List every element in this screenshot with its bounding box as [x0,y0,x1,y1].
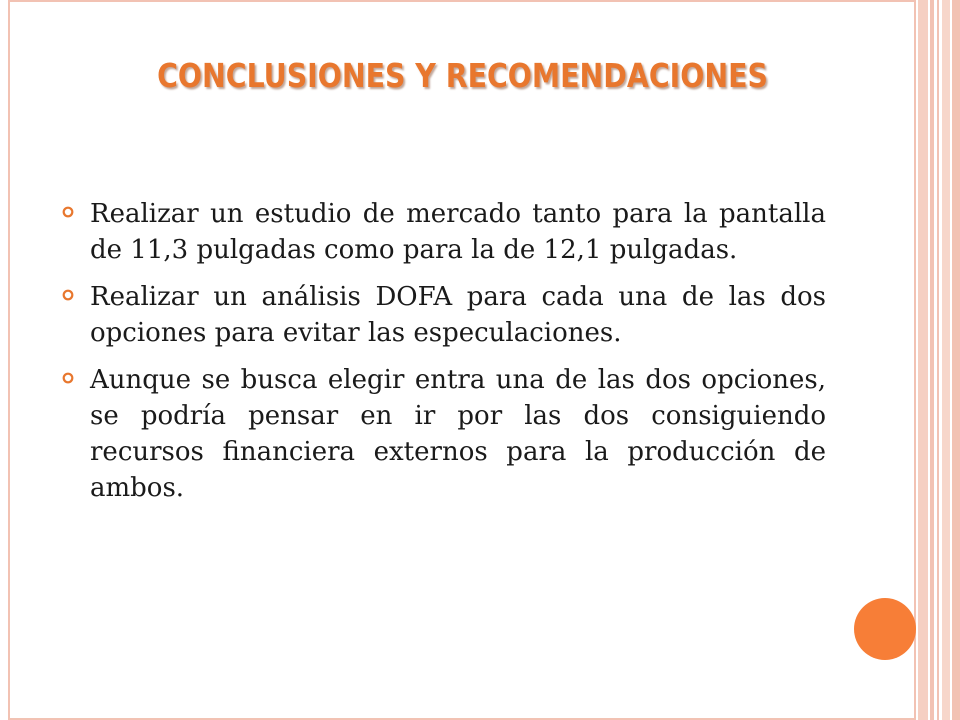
right-stripe-5 [952,0,960,720]
bullet-text: Realizar un análisis DOFA para cada una de las dos opciones para evitar las especulaciones. [90,282,826,348]
list-item [62,362,826,506]
frame-left-line [8,0,10,720]
right-stripe-3 [937,0,939,720]
orange-ring-bullet-icon [62,372,74,384]
frame-right-line [914,0,916,720]
orange-circle-decoration [854,598,916,660]
list-item [62,279,826,351]
orange-ring-bullet-icon [62,206,74,218]
right-stripe-1 [918,0,928,720]
bullet-text: Aunque se busca elegir entra una de las dos opciones, se podría pensar en ir por las dos consiguiendo recursos financiera externos para la producción de ambos. [90,365,826,503]
bullet-text: Realizar un estudio de mercado tanto para la pantalla de 11,3 pulgadas como para la de 12,1 pulgadas. [90,199,826,265]
list-item [62,196,826,268]
frame-top-line [8,0,916,2]
orange-ring-bullet-icon [62,289,74,301]
right-stripe-2 [930,0,934,720]
bullet-list [62,196,826,517]
slide-title: CONCLUSIONES Y RECOMENDACIONES [157,56,768,95]
right-stripe-4 [942,0,950,720]
